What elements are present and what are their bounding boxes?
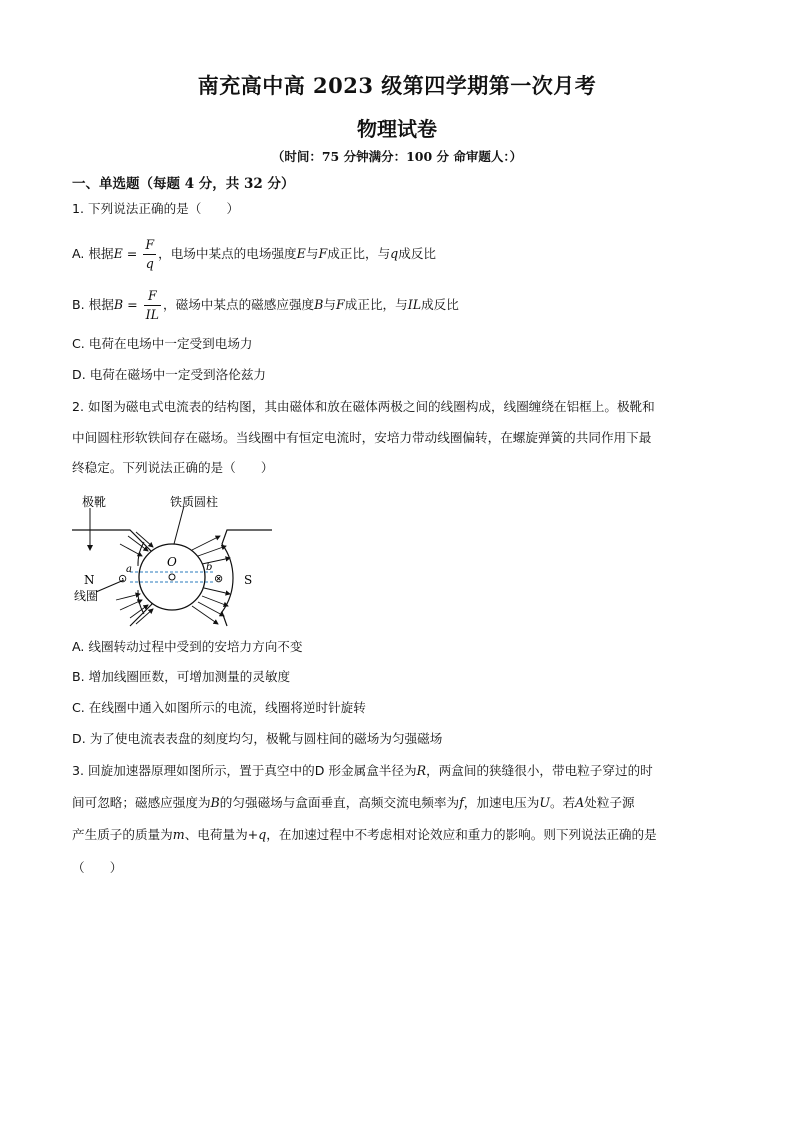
q1-a-var-e: E (296, 246, 306, 261)
q2-option-b: B. 增加线圈匝数，可增加测量的灵敏度 (72, 669, 291, 684)
q1-a-fraction (143, 237, 156, 272)
q2-option-a: A. 线圈转动过程中受到的安培力方向不变 (72, 639, 303, 654)
q1-option-c: C. 电荷在电场中一定受到电场力 (72, 336, 253, 351)
q3-l3-text2: 、电荷量为 (184, 827, 248, 842)
current-out-icon: ⊙ (118, 572, 128, 585)
q3-line3 (72, 827, 657, 843)
subject-title: 物理试卷 (357, 117, 437, 141)
q2-stem-line2: 中间圆柱形软铁间存在磁场。当线圈中有恒定电流时，安培力带动线圈偏转，在螺旋弹簧的共同作用下最 (72, 430, 652, 445)
q1-option-d: D. 电荷在磁场中一定受到洛伦兹力 (72, 367, 267, 382)
q1-a-lhs: E (113, 246, 123, 261)
q3-l2-text1: 间可忽略；磁感应强度为 (72, 795, 211, 810)
q1-b-text2: 与 (323, 297, 336, 312)
q1-a-var-f: F (318, 246, 328, 261)
q1-b-numerator: F (147, 288, 157, 303)
label-iron-core: 铁质圆柱 (170, 495, 219, 509)
q3-l2-text2: 的匀强磁场与盒面垂直，高频交流电频率为 (219, 795, 460, 810)
q1-a-text1: ，电场中某点的电场强度 (158, 246, 297, 261)
q1-a-text4: 成反比 (398, 246, 436, 261)
q1-b-var-b: B (314, 297, 324, 312)
q3-l2-text4: 。若 (549, 795, 576, 810)
q3-l3-text3: ，在加速过程中不考虑相对论效应和重力的影响。则下列说法正确的是 (266, 827, 657, 842)
q1-a-eq: = (122, 246, 142, 261)
label-coil: 线圈 (74, 589, 99, 603)
exam-meta: （时间：75 分钟满分：100 分 命审题人：） (271, 149, 523, 164)
q3-var-a: A (575, 795, 585, 810)
q3-line1 (72, 763, 653, 779)
center-pivot (169, 574, 175, 580)
q3-l2-text5: 处粒子源 (584, 795, 635, 810)
q1-b-prefix: B. 根据 (72, 297, 114, 312)
q1-a-numerator: F (145, 237, 155, 252)
label-center-o: O (167, 555, 177, 569)
label-a: a (126, 564, 132, 575)
q1-b-text1: ，磁场中某点的磁感应强度 (163, 297, 315, 312)
q1-a-prefix: A. 根据 (72, 246, 114, 261)
q3-l2-text3: ，加速电压为 (463, 795, 540, 810)
galvanometer-figure (72, 492, 282, 631)
q3-l3-text1: 产生质子的质量为 (72, 827, 173, 842)
q1-stem: 1. 下列说法正确的是（ ） (72, 201, 240, 216)
q1-a-var-q: q (390, 246, 399, 261)
q2-stem-line3: 终稳定。下列说法正确的是（ ） (72, 460, 274, 475)
q1-b-text3: 成正比，与 (344, 297, 408, 312)
q3-l1-text1: 3. 回旋加速器原理如图所示，置于真空中的D 形金属盒半径为 (72, 763, 417, 778)
q1-b-text4: 成反比 (421, 297, 459, 312)
q1-option-b (72, 288, 459, 323)
q3-var-q: +q (247, 827, 267, 842)
q1-a-text2: 与 (305, 246, 319, 261)
q2-stem-line1: 2. 如图为磁电式电流表的结构图，其由磁体和放在磁体两极之间的线圈构成，线圈缠绕在铝框上。极靴和 (72, 399, 655, 414)
q1-a-denominator: q (143, 254, 156, 272)
q1-b-eq: = (123, 297, 142, 312)
q1-b-denominator: IL (145, 307, 160, 322)
label-pole-shoe: 极靴 (82, 495, 107, 509)
q1-b-lhs: B (113, 297, 124, 312)
current-in-icon: ⊗ (214, 572, 224, 585)
galvanometer-diagram (72, 492, 282, 627)
q3-line2 (72, 795, 635, 811)
label-south: S (244, 573, 253, 587)
q3-var-r: R (416, 763, 427, 778)
section-heading: 一、单选题（每题 4 分，共 32 分） (72, 176, 295, 192)
q3-var-m: m (172, 827, 185, 842)
label-north: N (84, 573, 95, 587)
iron-core-pointer (174, 506, 184, 544)
label-b: b (206, 562, 213, 573)
q1-b-fraction (144, 288, 161, 323)
q1-option-a (72, 237, 436, 272)
q3-var-u: U (539, 795, 550, 810)
q3-var-b: B (210, 795, 220, 810)
q1-a-text3: 成正比，与 (327, 246, 391, 261)
q2-option-c: C. 在线圈中通入如图所示的电流，线圈将逆时针旋转 (72, 700, 366, 715)
q3-var-f: f (459, 795, 464, 810)
exam-title: 南充高中高 2023 级第四学期第一次月考 (197, 73, 597, 98)
q2-option-d: D. 为了使电流表表盘的刻度均匀，极靴与圆柱间的磁场为匀强磁场 (72, 731, 443, 746)
q1-b-var-il: IL (407, 297, 422, 312)
q3-l1-text2: ，两盒间的狭缝很小，带电粒子穿过的时 (426, 763, 653, 778)
q3-line4: （ ） (72, 860, 123, 875)
q1-b-var-f: F (336, 297, 345, 312)
